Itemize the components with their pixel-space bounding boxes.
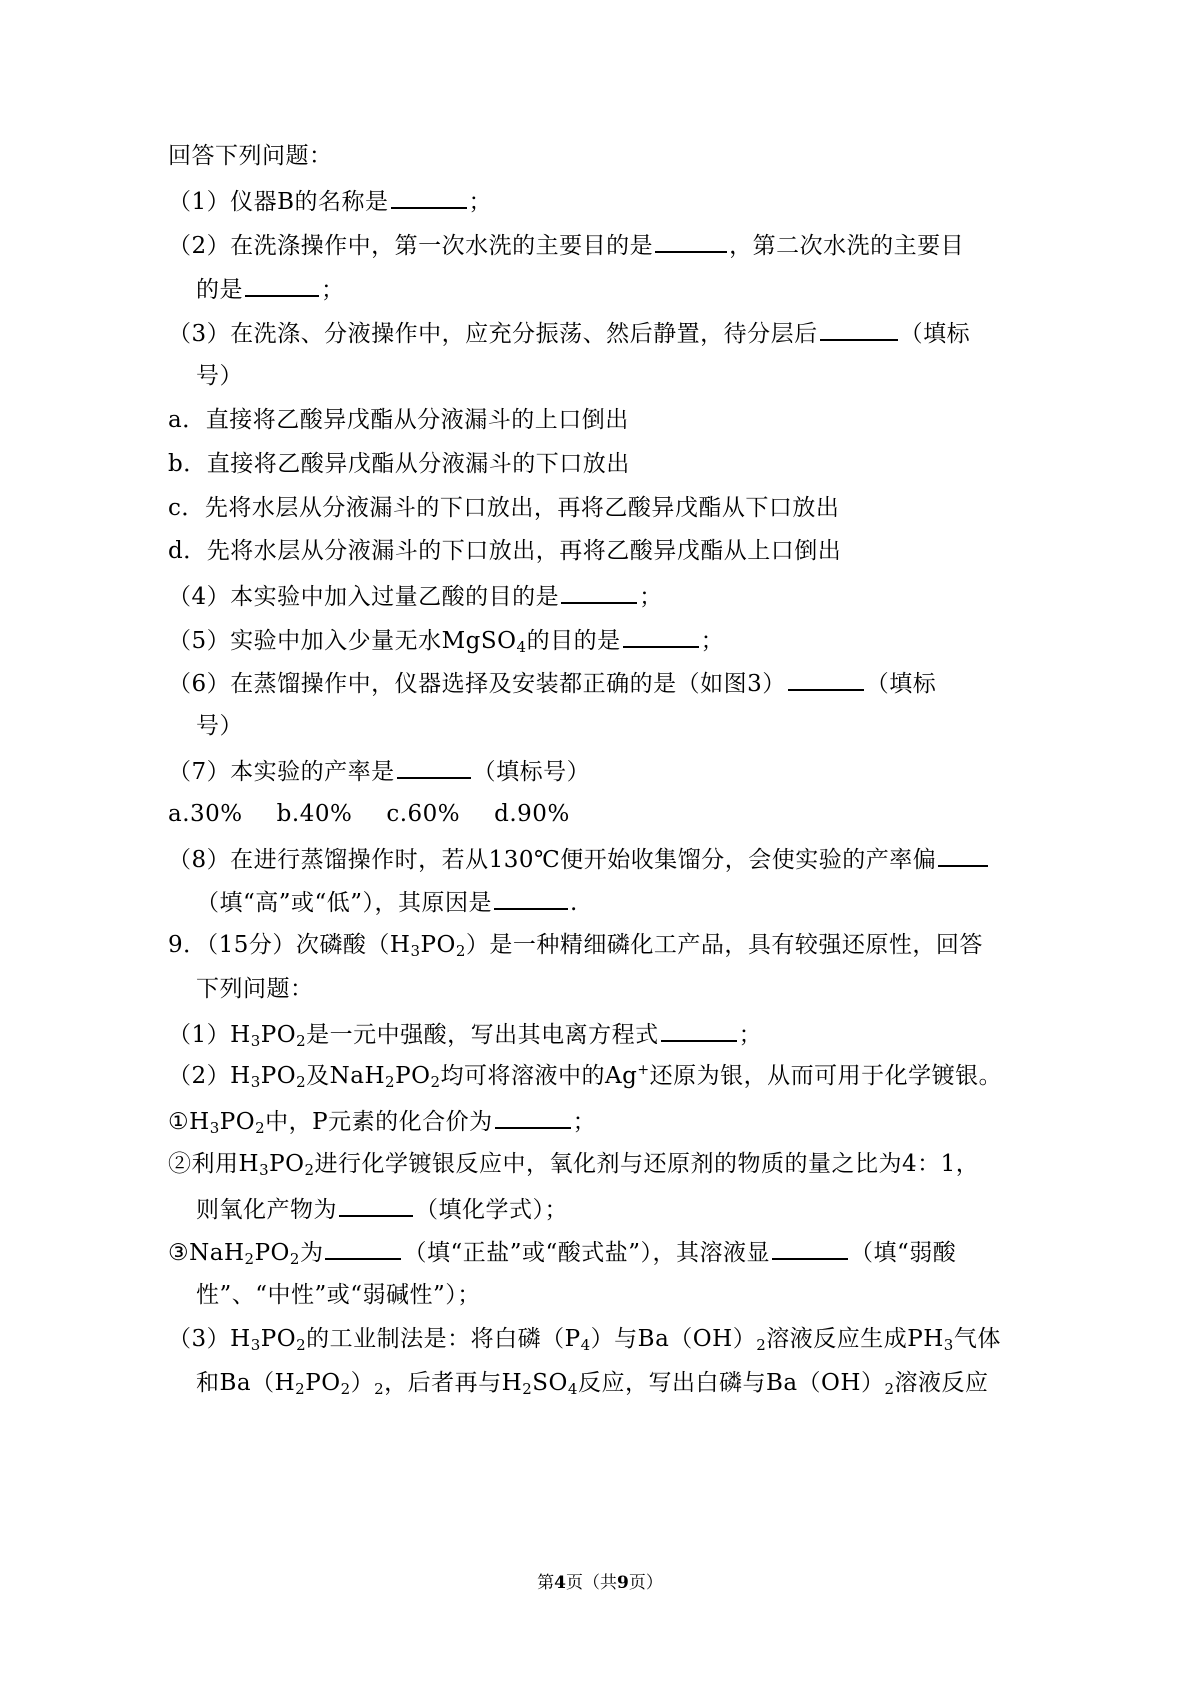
question-2: （2）在洗涤操作中，第一次水洗的主要目的是 ，第二次水洗的主要目 <box>168 229 964 261</box>
problem-9-question-1: $(1)H_3PO_2$是一元中强酸，写出其电离方程式 ； <box>168 1018 762 1050</box>
answer-blank[interactable] <box>339 1193 413 1217</box>
question-7-options: a.30% b.40% c.60% d.90% <box>168 801 570 827</box>
answer-blank[interactable] <box>325 1236 401 1260</box>
problem-9-question-3-cont: 和$Ba(H_2PO_2)_2$，后者再与$H_2SO_4$反应，写出白磷与$Ba(OH)_2$溶液反应 <box>196 1370 989 1398</box>
question-6: （6）在蒸馏操作中，仪器选择及安装都正确的是（如图3） （填标 <box>168 667 936 699</box>
answer-blank[interactable] <box>661 1018 737 1042</box>
question-8: （8）在进行蒸馏操作时，若从130℃便开始收集馏分，会使实验的产率偏 <box>168 843 990 875</box>
question-1: （1）仪器B的名称是 ； <box>168 185 492 217</box>
sub-question-2: ②利用$H_3PO_2$进行化学镀银反应中，氧化剂与还原剂的物质的量之比为4：1， <box>168 1151 980 1179</box>
question-3-cont: 号） <box>196 363 243 389</box>
answer-blank[interactable] <box>788 667 864 691</box>
answer-blank[interactable] <box>655 229 727 253</box>
question-4: （4）本实验中加入过量乙酸的目的是 ； <box>168 580 663 612</box>
question-7: （7）本实验的产率是 （填标号） <box>168 755 590 787</box>
question-6-cont: 号） <box>196 713 243 739</box>
question-3: （3）在洗涤、分液操作中，应充分振荡、然后静置，待分层后 （填标 <box>168 317 970 349</box>
total-page-count: 9 <box>617 1573 629 1593</box>
sub-question-3-cont: 性”、“中性”或“弱碱性”）； <box>196 1282 481 1308</box>
sub-question-3: $③NaH_2PO_2$为 （填“正盐”或“酸式盐”），其溶液显 （填“弱酸 <box>168 1236 956 1268</box>
answer-blank[interactable] <box>938 843 988 867</box>
current-page-number: 4 <box>554 1573 566 1593</box>
answer-blank[interactable] <box>495 1105 571 1129</box>
option-b: b．直接将乙酸异戊酯从分液漏斗的下口放出 <box>168 451 630 477</box>
sub-question-2-cont: 则氧化产物为 （填化学式）； <box>196 1193 568 1225</box>
question-2-cont: 的是 ； <box>196 273 345 305</box>
answer-blank[interactable] <box>397 755 471 779</box>
option-c: c．先将水层从分液漏斗的下口放出，再将乙酸异戊酯从下口放出 <box>168 495 840 521</box>
answer-blank[interactable] <box>391 185 467 209</box>
sub-question-1: $①H_3PO_2$中，P元素的化合价为 ； <box>168 1105 596 1137</box>
question-8-cont: （填“高”或“低”），其原因是 . <box>196 886 578 918</box>
question-5: （5）实验中加入少量无水MgSO$_4$的目的是 ； <box>168 624 724 656</box>
intro-line: 回答下列问题： <box>168 143 333 169</box>
problem-9-question-3: $(3)H_3PO_2$的工业制法是：将白磷$(P_4)$与$Ba(OH)_2$溶液反应生成$PH_3$气体 <box>168 1326 1001 1354</box>
answer-blank[interactable] <box>623 624 699 648</box>
answer-blank[interactable] <box>772 1236 848 1260</box>
option-a: a．直接将乙酸异戊酯从分液漏斗的上口倒出 <box>168 407 629 433</box>
answer-blank[interactable] <box>561 580 637 604</box>
answer-blank[interactable] <box>820 317 898 341</box>
answer-blank[interactable] <box>245 273 319 297</box>
problem-9-question-2: $(2)H_3PO_2$及$NaH_2PO_2$均可将溶液中的Ag+还原为银，从而可用于化学镀银。 <box>168 1062 1003 1091</box>
option-d: d．先将水层从分液漏斗的下口放出，再将乙酸异戊酯从上口倒出 <box>168 538 842 564</box>
problem-9-heading: 9．（15分）次磷酸$(H_3PO_2)$是一种精细磷化工产品，具有较强还原性，回答 <box>168 932 983 960</box>
answer-blank[interactable] <box>494 886 568 910</box>
problem-9-heading-cont: 下列问题： <box>196 976 314 1002</box>
page-footer: 第4页（共9页） <box>537 1573 663 1593</box>
